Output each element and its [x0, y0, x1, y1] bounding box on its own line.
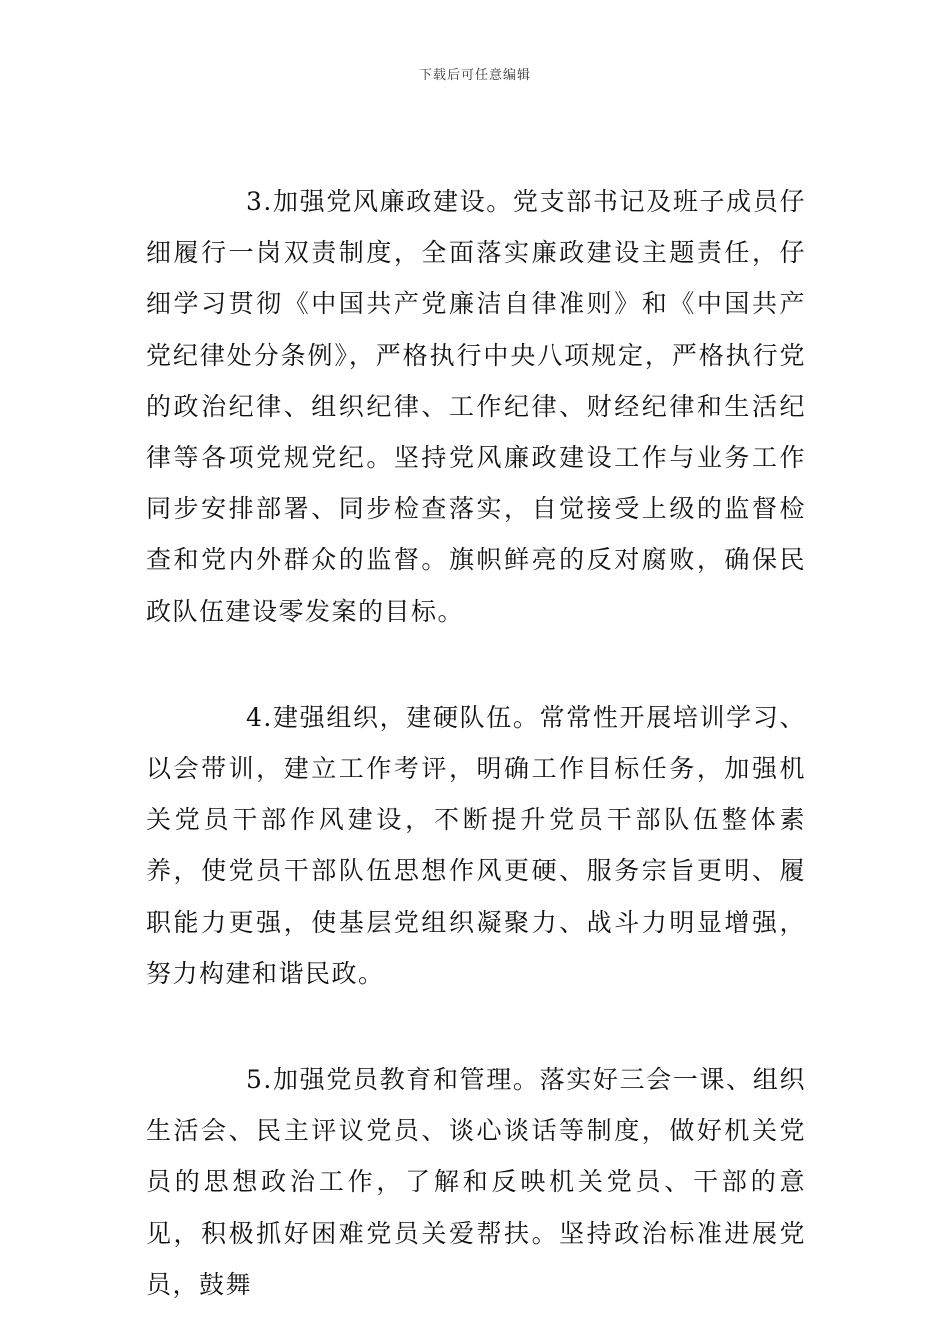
paragraph-member-education: 5.加强党员教育和管理。落实好三会一课、组织生活会、民主评议党员、谈心谈话等制度，做好机关党员的思想政治工作，了解和反映机关党员、干部的意见，积极抓好困难党员关爱帮扶。坚持政治标准进展党员，鼓舞	[146, 1065, 806, 1299]
page-header: 下载后可任意编辑	[418, 68, 531, 83]
paragraph-organization: 4.建强组织，建硬队伍。常常性开展培训学习、以会带训，建立工作考评，明确工作目标任务，加强机关党员干部作风建设，不断提升党员干部队伍整体素养，使党员干部队伍思想作风更硬、服务宗旨更明、履职能力更强，使基层党组织凝聚力、战斗力明显增强，努力构建和谐民政。	[146, 702, 806, 988]
document-body	[146, 176, 806, 1310]
paragraph-party-conduct: 3.加强党风廉政建设。党支部书记及班子成员仔细履行一岗双责制度，全面落实廉政建设主题责任，仔细学习贯彻《中国共产党廉洁自律准则》和《中国共产党纪律处分条例》，严格执行中央八项规定，严格执行党的政治纪律、组织纪律、工作纪律、财经纪律和生活纪律等各项党规党纪。坚持党风廉政建设工作与业务工作同步安排部署、同步检查落实，自觉接受上级的监督检查和党内外群众的监督。旗帜鲜亮的反对腐败，确保民政队伍建设零发案的目标。	[146, 187, 806, 626]
